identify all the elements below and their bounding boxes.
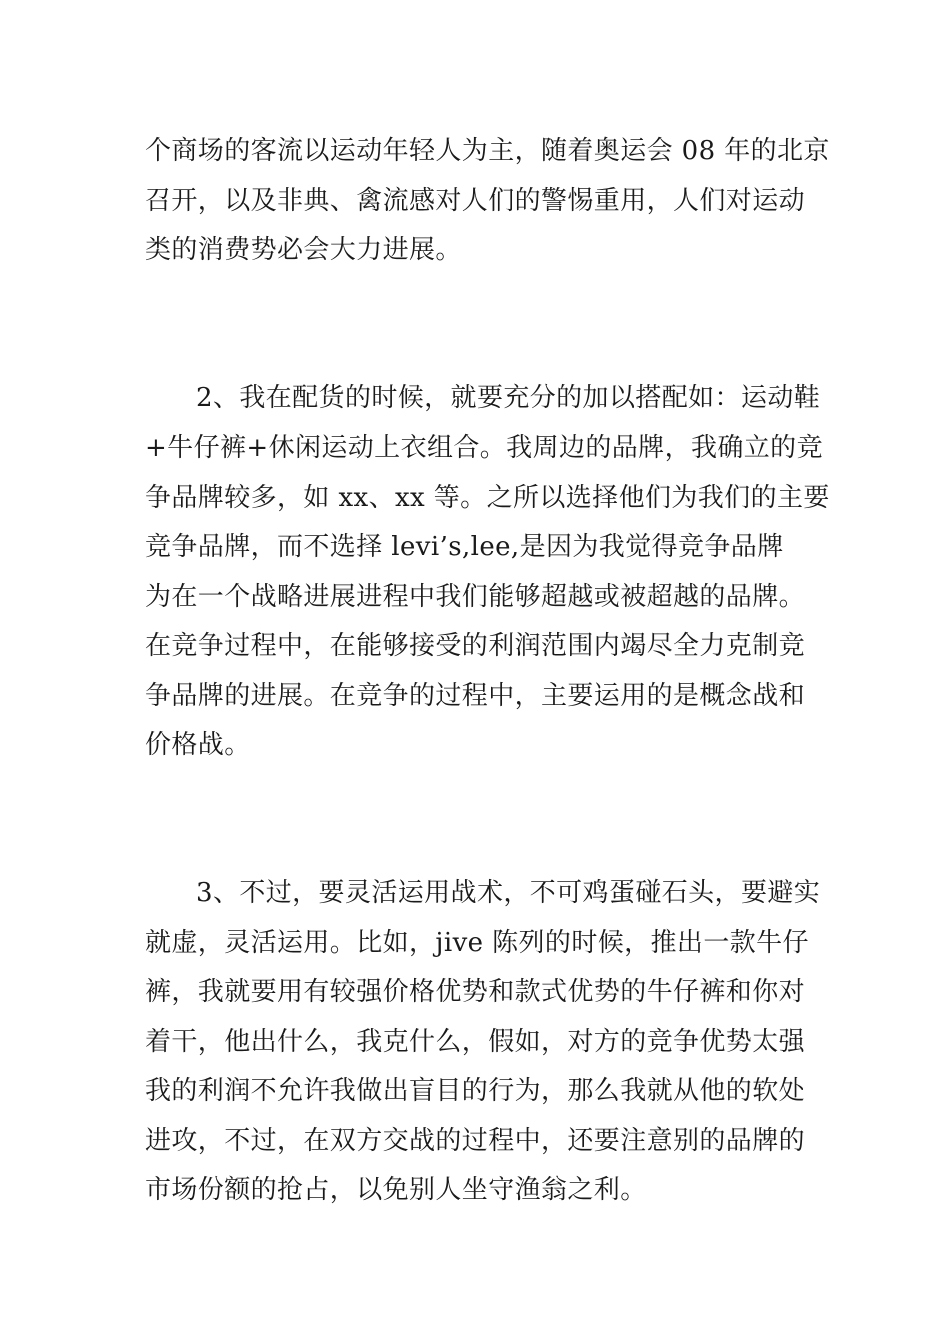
text-line: 在竞争过程中，在能够接受的利润范围内竭尽全力克制竞 xyxy=(145,631,806,661)
text-line: 争品牌较多，如 xx、xx 等。之所以选择他们为我们的主要 xyxy=(145,483,830,513)
text-line: 价格战。 xyxy=(145,730,251,760)
text-line: 竞争品牌，而不选择 levi’s,lee,是因为我觉得竞争品牌 xyxy=(145,532,784,562)
text-line: 着干，他出什么，我克什么，假如，对方的竞争优势太强 xyxy=(145,1027,806,1057)
text-line: 召开，以及非典、禽流感对人们的警惕重用，人们对运动 xyxy=(145,186,806,216)
text-line: 争品牌的进展。在竞争的过程中，主要运用的是概念战和 xyxy=(145,681,806,711)
text-line: +牛仔裤+休闲运动上衣组合。我周边的品牌，我确立的竞 xyxy=(145,433,823,463)
text-line: 2、我在配货的时候，就要充分的加以搭配如：运动鞋 xyxy=(196,383,821,413)
text-line: 类的消费势必会大力进展。 xyxy=(145,235,462,265)
text-line: 进攻，不过，在双方交战的过程中，还要注意别的品牌的 xyxy=(145,1126,806,1156)
text-line: 我的利润不允许我做出盲目的行为，那么我就从他的软处 xyxy=(145,1076,806,1106)
text-line: 裤，我就要用有较强价格优势和款式优势的牛仔裤和你对 xyxy=(145,977,806,1007)
text-line: 3、不过，要灵活运用战术，不可鸡蛋碰石头，要避实 xyxy=(196,878,821,908)
text-line: 就虚，灵活运用。比如，jive 陈列的时候，推出一款牛仔 xyxy=(145,928,809,958)
text-line: 个商场的客流以运动年轻人为主，随着奥运会 08 年的北京 xyxy=(145,136,830,166)
text-line: 为在一个战略进展进程中我们能够超越或被超越的品牌。 xyxy=(145,582,806,612)
text-line: 市场份额的抢占，以免别人坐守渔翁之利。 xyxy=(145,1175,647,1205)
